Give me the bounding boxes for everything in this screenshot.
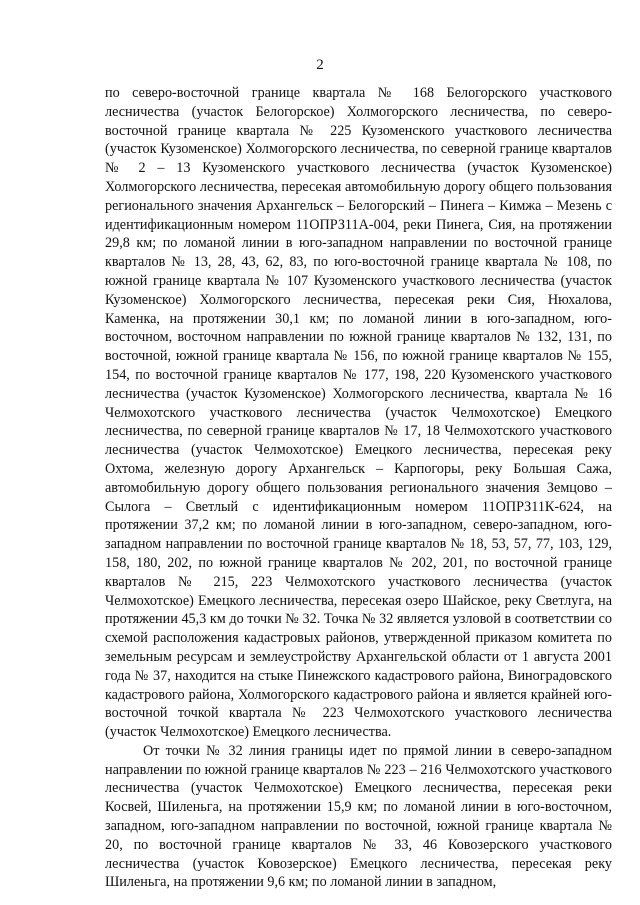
paragraph-boundary-description: по северо-восточной границе квартала № 168 Белогорского участкового лесничества (участок Белогорское) Холмогорского лесничества, по северо-восточной границе квартала № 225 Кузоменского участкового лесничества (участок Кузоменское) Холмогорского лесничества, по северной границе кварталов № 2 – 13 Кузоменского участкового лесничества (участок Кузоменское) Холмогорского лесничества, пересекая автомобильную дорогу общего пользования регионального значения Архангельск – Белогорский – Пинега – Кимжа – Мезень с идентификационным номером 11ОПРЗ11А-004, реки Пинега, Сия, на протяжении 29,8 км; по ломаной линии в юго-западном направлении по восточной границе кварталов № 13, 28, 43, 62, 83, по юго-восточной границе квартала № 108, по южной границе квартала № 107 Кузоменского участкового лесничества (участок Кузоменское) Холмогорского лесничества, пересекая реки Сия, Нюхалова, Каменка, на протяжении 30,1 км; по ломаной линии в юго-западном, юго-восточном, восточном направлении по южной границе кварталов № 132, 131, по восточной, южной границе квартала № 156, по южной границе кварталов № 155, 154, по восточной границе кварталов № 177, 198, 220 Кузоменского участкового лесничества (участок Кузоменское) Холмогорского лесничества, квартала № 16 Челмохотского участкового лесничества (участок Челмохотское) Емецкого лесничества, по северной границе кварталов № 17, 18 Челмохотского участкового лесничества (участок Челмохотское) Емецкого лесничества, пересекая реку Охтома, железную дорогу Архангельск – Карпогоры, реку Большая Сажа, автомобильную дорогу общего пользования регионального значения Земцово – Сылога – Светлый с идентификационным номером 11ОПРЗ11К-624, на протяжении 37,2 км; по ломаной линии в юго-западном, северо-западном, юго-западном направлении по восточной границе кварталов № 18, 53, 57, 77, 103, 129, 158, 180, 202, по южной границе кварталов № 202, 201, по восточной границе кварталов № 215, 223 Челмохотского участкового лесничества (участок Челмохотское) Емецкого лесничества, пересекая озеро Шайское, реку Светлуга, на протяжении 45,3 км до точки № 32. Точка № 32 является узловой в соответствии со схемой расположения кадастровых районов, утвержденной приказом комитета по земельным ресурсам и землеустройству Архангельской области от 1 августа 2001 года № 37, находится на стыке Пинежского кадастрового района, Виноградовского кадастрового района, Холмогорского кадастрового района и является крайней юго-восточной точкой квартала № 223 Челмохотского участкового лесничества (участок Челмохотское) Емецкого лесничества. <box>105 85 612 741</box>
paragraph-from-point-32: От точки № 32 линия границы идет по прямой линии в северо-западном направлении по южной границе кварталов № 223 – 216 Челмохотского участкового лесничества (участок Челмохотское) Емецкого лесничества, пересекая реки Косвей, Шиленьга, на протяжении 15,9 км; по ломаной линии в юго-восточном, западном, юго-западном направлении по восточной, южной границе квартала № 20, по восточной границе кварталов № 33, 46 Ковозерского участкового лесничества (участок Ковозерское) Емецкого лесничества, пересекая реку Шиленьга, на протяжении 9,6 км; по ломаной линии в западном, <box>105 742 612 891</box>
page-number: 2 <box>316 57 324 73</box>
document-body <box>105 84 612 892</box>
